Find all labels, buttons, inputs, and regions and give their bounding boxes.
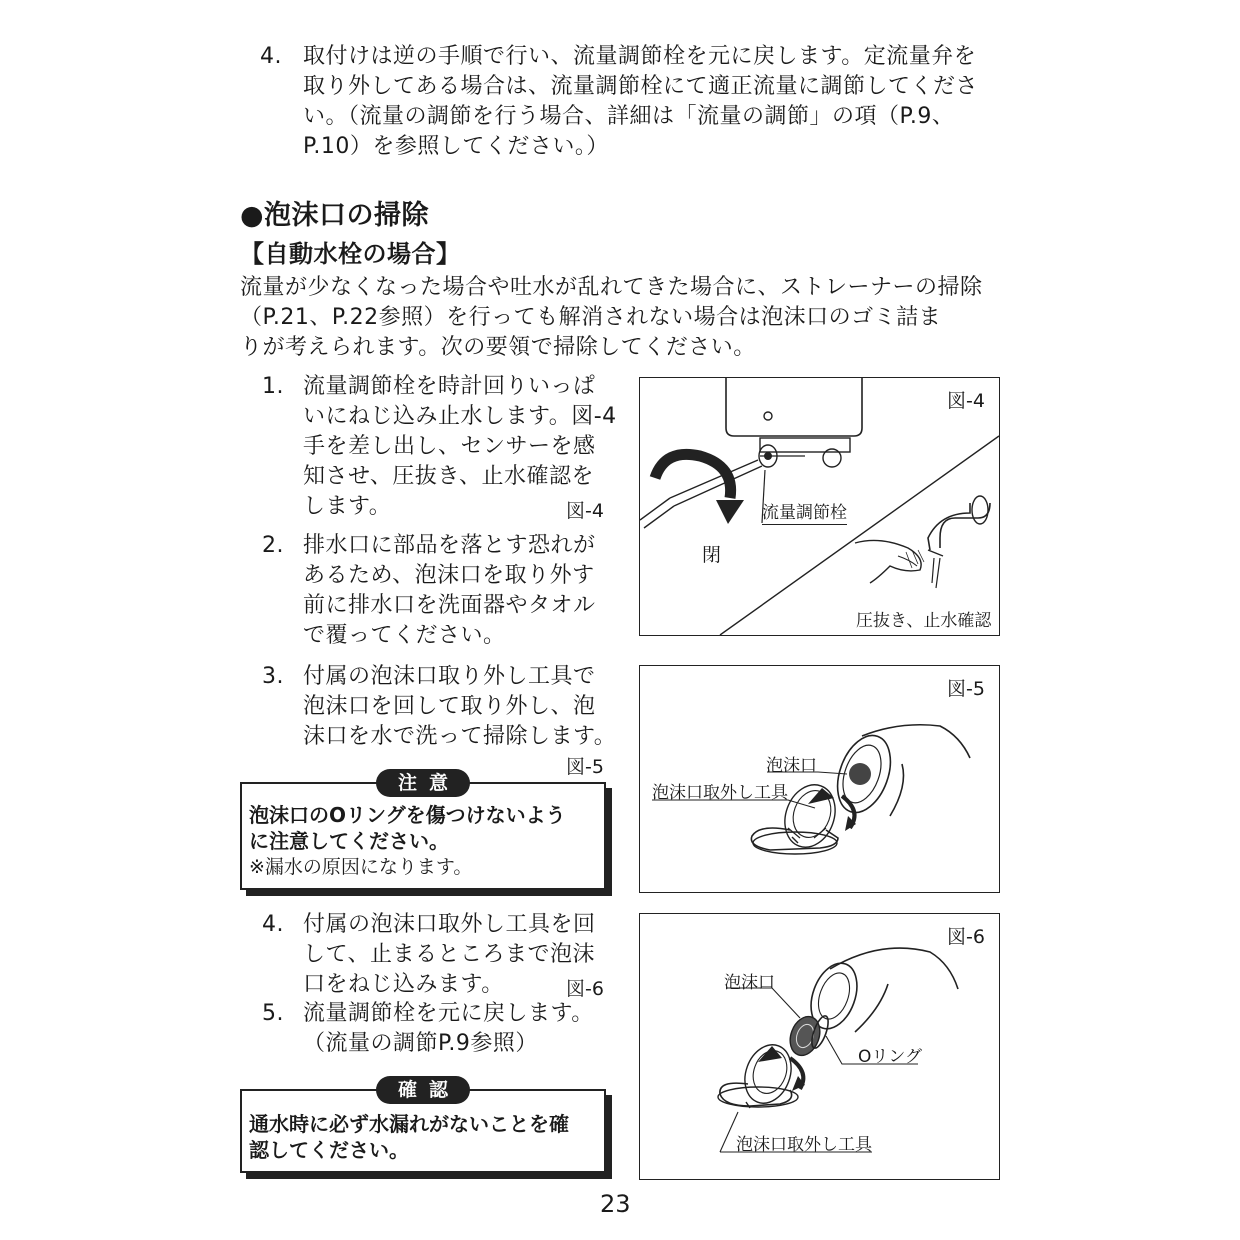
step-line: で覆ってください。 bbox=[303, 623, 506, 648]
callout-removal-tool: 泡沫口取外し工具 bbox=[736, 1135, 872, 1155]
callout-o-ring: Oリング bbox=[858, 1047, 923, 1067]
step-line: して、止まるところまで泡沫 bbox=[303, 942, 596, 967]
intro-paragraph bbox=[240, 273, 1020, 365]
step-line: いにねじ込み止水します。図-4 bbox=[303, 404, 617, 429]
step-line: 付属の泡沫口取外し工具を回 bbox=[303, 912, 596, 937]
step-number: 2. bbox=[262, 533, 284, 558]
callout-flow-valve: 流量調節栓 bbox=[762, 498, 847, 525]
caution-note: ※漏水の原因になります。 bbox=[249, 856, 473, 878]
step-line: 沫口を水で洗って掃除します。 bbox=[303, 724, 617, 749]
step-number: 3. bbox=[262, 664, 284, 689]
step-line: します。 bbox=[303, 494, 392, 519]
confirm-text: 通水時に必ず水漏れがないことを確 bbox=[249, 1112, 569, 1136]
step-line: 口をねじ込みます。 bbox=[303, 972, 504, 997]
figure-5 bbox=[639, 665, 1000, 893]
step-2 bbox=[262, 531, 622, 653]
figure-ref: 図-5 bbox=[566, 756, 604, 778]
caution-label: 注意 bbox=[376, 769, 470, 797]
step-line: 流量調節栓を元に戻します。 bbox=[303, 1001, 594, 1026]
caution-text: 泡沫口のOリングを傷つけないよう bbox=[249, 803, 566, 827]
step-5 bbox=[262, 999, 622, 1061]
step-4-top bbox=[260, 42, 1020, 166]
intro-line: りが考えられます。次の要領で掃除してください。 bbox=[240, 335, 756, 360]
intro-line: （P.21、P.22参照）を行っても解消されない場合は泡沫口のゴミ詰ま bbox=[240, 305, 942, 330]
step-line: 排水口に部品を落とす恐れが bbox=[303, 533, 596, 558]
step-number: 4. bbox=[262, 912, 284, 937]
subsection-title: 【自動水栓の場合】 bbox=[240, 240, 461, 268]
step-line: 前に排水口を洗面器やタオル bbox=[303, 593, 596, 618]
step-line: 取付けは逆の手順で行い、流量調節栓を元に戻します。定流量弁を bbox=[303, 44, 977, 69]
callout-aerator: 泡沫口 bbox=[766, 756, 817, 776]
figure-label: 図-4 bbox=[947, 390, 985, 412]
page-number: 23 bbox=[600, 1190, 631, 1218]
step-line: あるため、泡沫口を取り外す bbox=[303, 563, 595, 588]
figure-label: 図-5 bbox=[947, 678, 985, 700]
step-line: 泡沫口を回して取り外し、泡 bbox=[303, 694, 596, 719]
callout-aerator: 泡沫口 bbox=[724, 973, 775, 993]
confirm-text: 認してください。 bbox=[249, 1138, 409, 1162]
step-line: （流量の調節P.9参照） bbox=[303, 1031, 538, 1056]
figure-6 bbox=[639, 913, 1000, 1180]
step-number: 4. bbox=[260, 44, 282, 69]
step-3 bbox=[262, 662, 622, 754]
figure-ref: 図-4 bbox=[566, 500, 604, 522]
caution-text: に注意してください。 bbox=[249, 829, 449, 853]
caution-box bbox=[240, 772, 606, 890]
section-title: ●泡沫口の掃除 bbox=[240, 200, 430, 231]
step-line: P.10）を参照してください。） bbox=[303, 134, 609, 159]
callout-close: 閉 bbox=[702, 544, 722, 566]
confirm-label: 確認 bbox=[376, 1076, 470, 1104]
figure-4 bbox=[639, 377, 1000, 636]
figure-label: 図-6 bbox=[947, 926, 985, 948]
step-line: 取り外してある場合は、流量調節栓にて適正流量に調節してくださ bbox=[303, 74, 979, 99]
intro-line: 流量が少なくなった場合や吐水が乱れてきた場合に、ストレーナーの掃除 bbox=[240, 275, 983, 300]
callout-pressure-check: 圧抜き、止水確認 bbox=[856, 611, 992, 631]
step-number: 5. bbox=[262, 1001, 284, 1026]
step-number: 1. bbox=[262, 374, 284, 399]
figure-ref: 図-6 bbox=[566, 978, 604, 1000]
step-line: 手を差し出し、センサーを感 bbox=[303, 434, 596, 459]
confirm-box bbox=[240, 1079, 606, 1173]
step-line: 知させ、圧抜き、止水確認を bbox=[303, 464, 594, 489]
callout-removal-tool: 泡沫口取外し工具 bbox=[652, 783, 788, 803]
step-line: 付属の泡沫口取り外し工具で bbox=[303, 664, 596, 689]
step-line: 流量調節栓を時計回りいっぱ bbox=[303, 374, 596, 399]
step-line: い。（流量の調節を行う場合、詳細は「流量の調節」の項（P.9、 bbox=[303, 104, 955, 129]
